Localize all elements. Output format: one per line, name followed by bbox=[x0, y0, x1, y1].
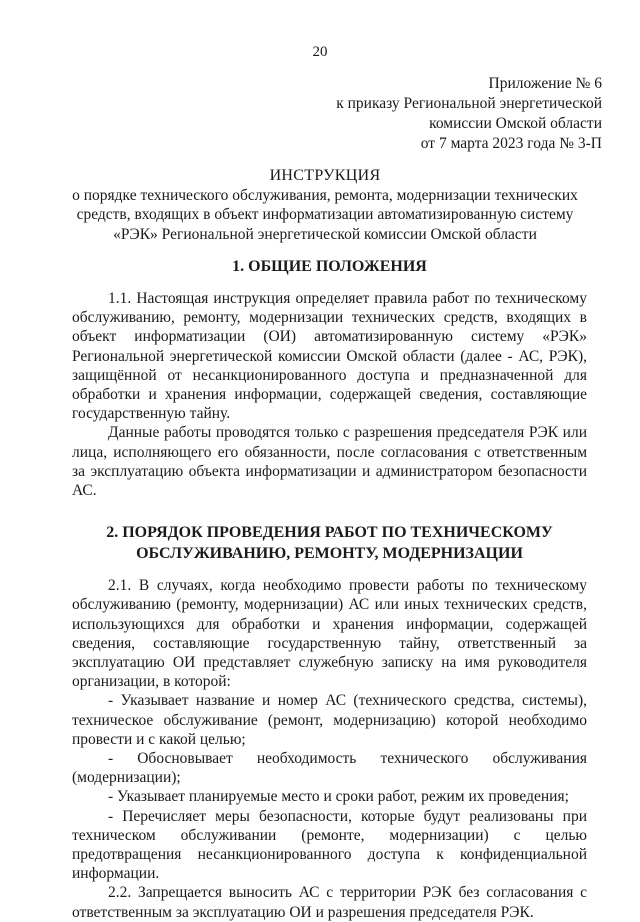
section-2-list-item-3: - Указывает планируемые место и сроки работ, режим их проведения; bbox=[108, 788, 569, 806]
section-1-heading: 1. ОБЩИЕ ПОЛОЖЕНИЯ bbox=[232, 258, 427, 275]
document-title: ИНСТРУКЦИЯ bbox=[269, 167, 381, 184]
document-body bbox=[72, 256, 587, 922]
appendix-line-4: от 7 марта 2023 года № 3-П bbox=[420, 135, 602, 152]
section-2-heading: 2. ПОРЯДОК ПРОВЕДЕНИЯ РАБОТ ПО ТЕХНИЧЕСКОМУ ОБСЛУЖИВАНИЮ, РЕМОНТУ, МОДЕРНИЗАЦИИ bbox=[106, 524, 553, 563]
appendix-line-3: комиссии Омской области bbox=[429, 115, 602, 132]
page-number: 20 bbox=[312, 44, 328, 60]
appendix-block bbox=[336, 74, 602, 154]
appendix-line-2: к приказу Региональной энергетической bbox=[336, 95, 602, 112]
section-1-paragraph-2: Данные работы проводятся только с разрешения председателя РЭК или лица, исполняющего его обязанности, после согласования с ответственным за эксплуатацию объекта информатизации и администратором безопасности АС. bbox=[72, 424, 587, 500]
section-2-paragraph-2: 2.2. Запрещается выносить АС с территории РЭК без согласования с ответственным за эксплуатацию ОИ и разрешения председателя РЭК. bbox=[72, 884, 587, 921]
section-2-list-item-2: - Обосновывает необходимость технического обслуживания (модернизации); bbox=[72, 750, 587, 787]
document-title-block bbox=[60, 166, 590, 244]
document-subtitle: о порядке технического обслуживания, ремонта, модернизации технических средств, входящих в объект информатизации автоматизированную систему «РЭК» Региональной энергетической комиссии Омской области bbox=[72, 186, 578, 243]
appendix-line-1: Приложение № 6 bbox=[488, 75, 602, 92]
section-2-list-item-4: - Перечисляет меры безопасности, которые будут реализованы при техническом обслуживании (ремонте, модернизации) с целью предотвращения несанкционированного доступа к конфиденциальной информации. bbox=[72, 807, 587, 883]
section-1-paragraph-1: 1.1. Настоящая инструкция определяет правила работ по техническому обслуживанию, ремонту, модернизации технических средств, входящих в объект информатизации (ОИ) автоматизированную систему «РЭК» Региональной энергетической комиссии Омской области (далее - АС, РЭК), защищённой от несанкционированного доступа и предназначенной для обработки и хранения информации, содержащей сведения, составляющие государственную тайну. bbox=[72, 290, 587, 423]
section-2-paragraph-1: 2.1. В случаях, когда необходимо провести работы по техническому обслуживанию (ремонту, модернизации) АС или иных технических средств, использующихся для обработки и хранения информации, содержащей сведения, составляющие государственную тайну, ответственный за эксплуатацию ОИ представляет служебную записку на имя руководителя организации, в которой: bbox=[72, 577, 587, 691]
section-2-list-item-1: - Указывает название и номер АС (технического средства, системы), техническое обслуживание (ремонт, модернизацию) которой необходимо провести и с какой целью; bbox=[72, 692, 587, 748]
